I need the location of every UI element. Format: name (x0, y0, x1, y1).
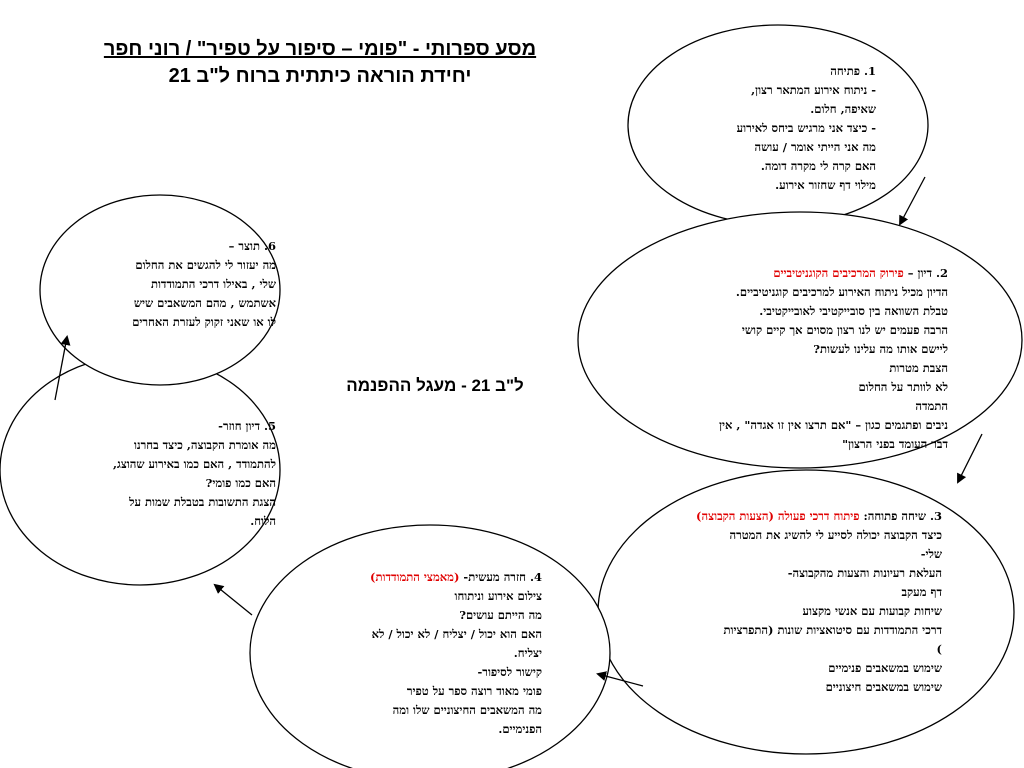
stage-4-line: יצליח. (513, 646, 542, 660)
stage-3-line: דרכי התמודדות עם סיטואציות שונות (התפרציות (723, 623, 942, 637)
stage-4-line: קישור לסיפור- (477, 665, 542, 679)
stage-3-heading-highlight: פיתוח דרכי פעולה (הצעות הקבוצה) (696, 509, 860, 523)
stage-4-heading (320, 568, 542, 587)
stage-1-line: - ניתוח אירוע המתאר רצון, (751, 83, 876, 97)
stage-6-line: לו או שאני זקוק לעזרת האחרים (132, 315, 276, 329)
stage-4-line: מה המשאבים החיצוניים שלו ומה (392, 703, 542, 717)
stage-2-heading-highlight: פירוק המרכיבים הקוגניטיביים (773, 266, 904, 280)
stage-4-line: האם הוא יכול / יצליח / לא יכול / לא (371, 627, 542, 641)
stage-6-heading: 6. תוצר – (228, 239, 276, 253)
title-block (40, 38, 600, 88)
center-label: ל"ב 21 - מעגל ההפנמה (346, 376, 524, 395)
stage-3-line: העלאת רעיונות והצעות מהקבוצה- (787, 566, 942, 580)
stage-3-line: שלי- (920, 547, 942, 561)
stage-4-line: מה הייתם עושים? (459, 608, 542, 622)
stage-4-line: פומי מאוד רוצה ספר על טפיר (406, 684, 542, 698)
stage-3-line: כיצד הקבוצה יכולה לסייע לי להשיג את המטרה (729, 528, 942, 542)
stage-1-line: מה אני הייתי אומר / עושה (754, 140, 876, 154)
stage-2-line: הדיון מכיל ניתוח האירוע למרכיבים קוגניטיביים. (735, 285, 948, 299)
stage-2-line: הרבה פעמים יש לנו רצון מסוים אך קיים קושי (741, 323, 948, 337)
stage-3-text (680, 507, 942, 697)
stage-4-heading-label: 4. חזרה מעשית- (463, 570, 542, 584)
page-subtitle: יחידת הוראה כיתתית ברוח ל"ב 21 (168, 65, 472, 87)
arrow-2-to-3 (958, 434, 982, 482)
stage-2-line: דבר העומד בפני הרצון" (842, 437, 948, 451)
stage-1-heading: 1. פתיחה (830, 64, 876, 78)
arrow-1-to-2 (900, 177, 925, 224)
page-title: מסע ספרותי - "פומי – סיפור על טפיר" / רוני חפר (103, 38, 537, 60)
stage-3-heading (680, 507, 942, 526)
stage-2-line: טבלת השוואה בין סובייקטיבי לאובייקטיבי. (759, 304, 948, 318)
stage-5-text (50, 417, 276, 531)
stage-1-line: מילוי דף שחזור אירוע. (775, 178, 876, 192)
stage-4-heading-highlight: (מאמצי התמודדות) (370, 570, 460, 584)
stage-5-heading: 5. דיון חוזר- (218, 419, 276, 433)
stage-4-text (320, 568, 542, 739)
stage-2-line: ליישם אותו מה עלינו לעשות? (813, 342, 948, 356)
stage-4-line: צילום אירוע וניתוחו (454, 589, 542, 603)
stage-4-line: הפנימיים. (498, 722, 542, 736)
stage-1-line: האם קרה לי מקרה דומה. (760, 159, 876, 173)
stage-5-line: הלוח. (250, 514, 276, 528)
stage-2-line: ניבים ופתגמים כגון – "אם תרצו אין זו אגדה" , אין (719, 418, 948, 432)
arrow-4-to-5 (215, 585, 252, 615)
stage-3-line: שימוש במשאבים פנימיים (828, 661, 942, 675)
stage-3-heading-label: 3. שיחה פתוחה: (863, 509, 942, 523)
stage-6-line: מה יעזור לי להגשים את החלום (135, 258, 276, 272)
stage-2-heading (640, 264, 948, 283)
stage-3-line: שימוש במשאבים חיצוניים (825, 680, 942, 694)
stage-2-line: התמדה (915, 399, 948, 413)
stage-5-line: האם כמו פומי? (205, 476, 276, 490)
stage-3-line: שיחות קבועות עם אנשי מקצוע (802, 604, 942, 618)
stage-3-line: ) (936, 642, 942, 656)
stage-2-line: לא לוותר על החלום (858, 380, 948, 394)
stage-1-line: שאיפה, חלום. (810, 102, 876, 116)
stage-2-text (640, 264, 948, 454)
stage-1-text (676, 62, 876, 195)
stage-6-line: שלי , באילו דרכי התמודדות (150, 277, 276, 291)
stage-5-line: מה אומרת הקבוצה, כיצד בחרנו (133, 438, 276, 452)
stage-5-line: הצגת התשובות בטבלת שמות על (129, 495, 276, 509)
stage-5-line: להתמודד , האם כמו באירוע שהוצג, (113, 457, 276, 471)
stage-1-line: - כיצד אני מרגיש ביחס לאירוע (736, 121, 876, 135)
stage-6-line: אשתמש , מהם המשאבים שיש (133, 296, 276, 310)
stage-2-line: הצבת מטרות (889, 361, 948, 375)
stage-3-line: דף מעקב (901, 585, 942, 599)
stage-2-heading-label: 2. דיון – (907, 266, 948, 280)
stage-6-text (88, 237, 276, 332)
